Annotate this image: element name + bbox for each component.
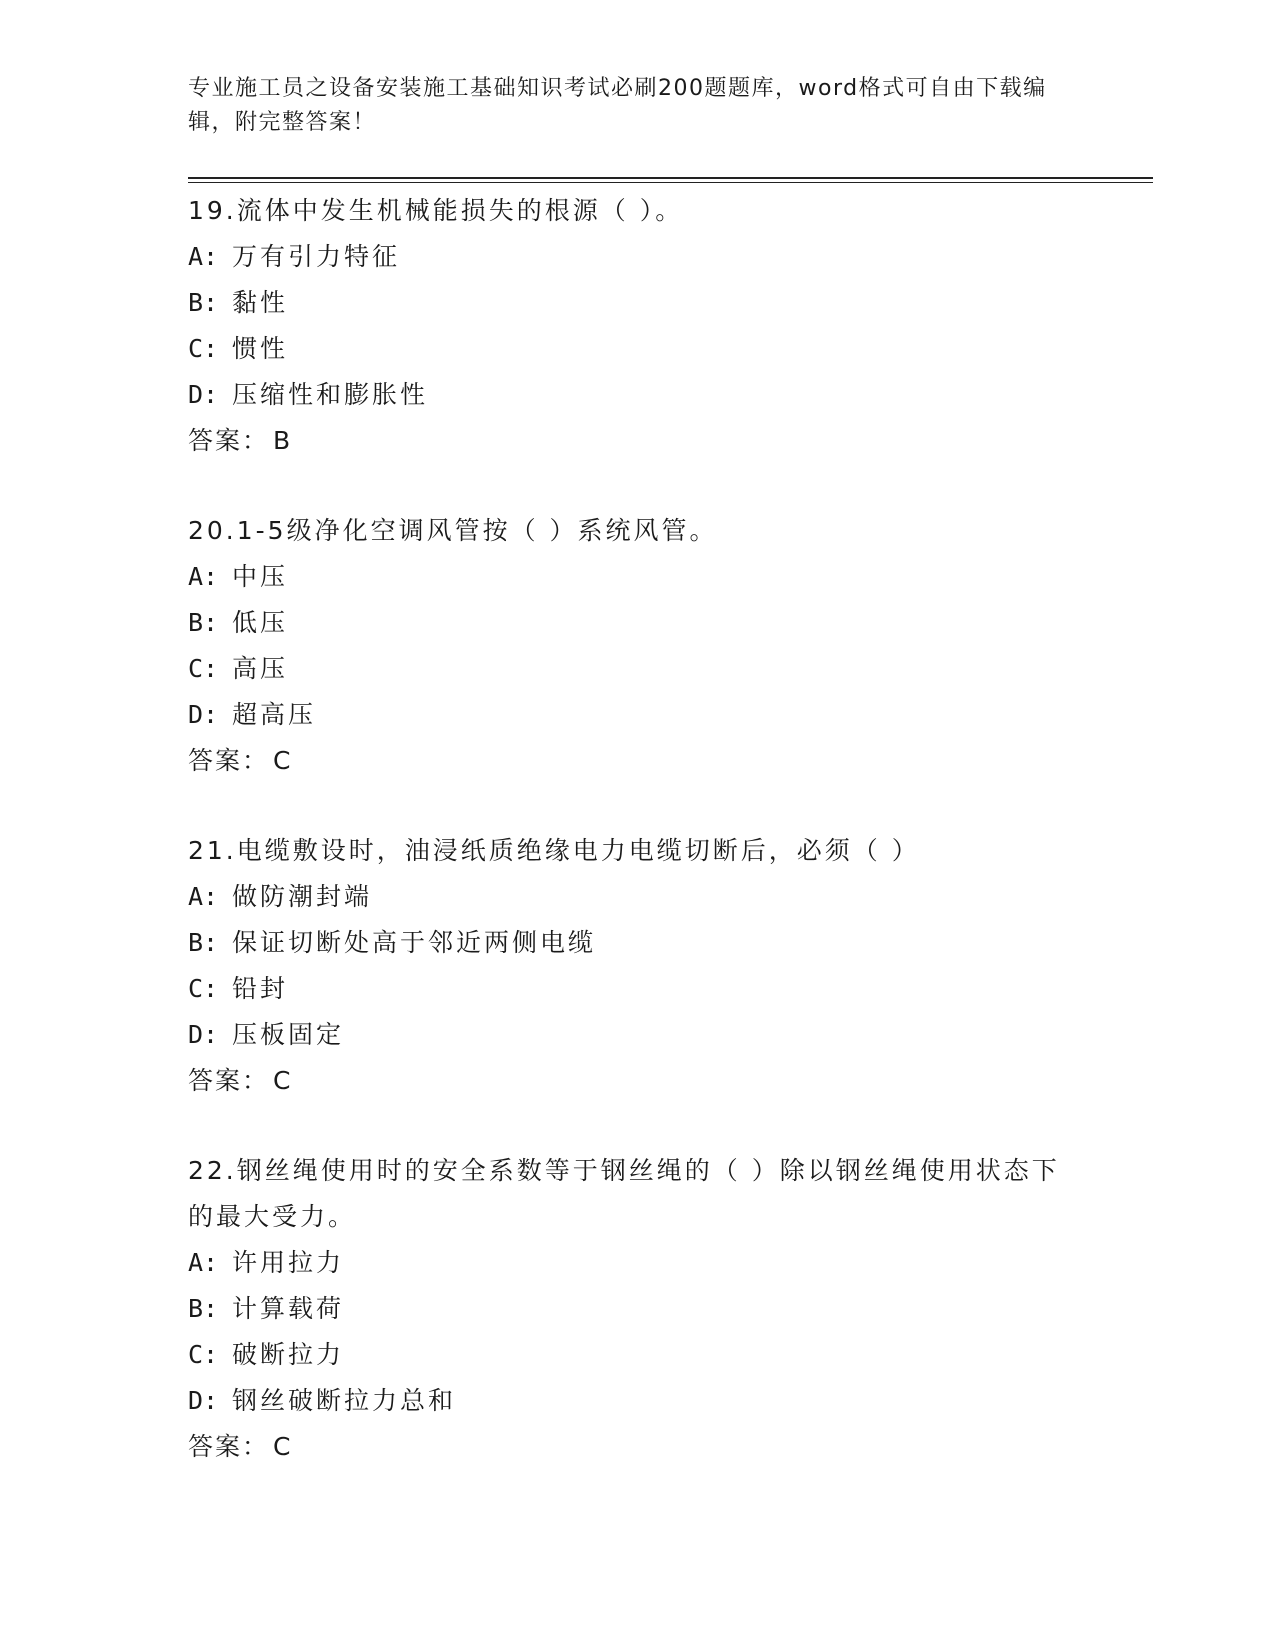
option-key: D: bbox=[188, 1020, 219, 1049]
option-text: 惯性 bbox=[232, 334, 289, 363]
option-b bbox=[188, 1286, 1088, 1332]
question-22 bbox=[188, 1148, 1088, 1470]
option-b bbox=[188, 920, 1088, 966]
option-text: 破断拉力 bbox=[232, 1340, 345, 1369]
option-key: A: bbox=[188, 1248, 219, 1277]
answer-label: 答案： bbox=[188, 1066, 270, 1095]
option-c bbox=[188, 966, 1088, 1012]
question-list bbox=[188, 188, 1088, 1514]
option-text: 万有引力特征 bbox=[232, 242, 401, 271]
option-b bbox=[188, 600, 1088, 646]
option-d bbox=[188, 1378, 1088, 1424]
option-text: 中压 bbox=[232, 562, 289, 591]
option-text: 铅封 bbox=[232, 974, 289, 1003]
question-text: 22.钢丝绳使用时的安全系数等于钢丝绳的（ ）除以钢丝绳使用状态下的最大受力。 bbox=[188, 1156, 1060, 1231]
option-key: A: bbox=[188, 882, 219, 911]
option-text: 钢丝破断拉力总和 bbox=[232, 1386, 457, 1415]
answer-line bbox=[188, 418, 1088, 464]
answer-label: 答案： bbox=[188, 746, 270, 775]
answer-line bbox=[188, 1424, 1088, 1470]
header-divider-thick bbox=[188, 177, 1153, 179]
document-header bbox=[188, 72, 1088, 140]
option-b bbox=[188, 280, 1088, 326]
option-text: 许用拉力 bbox=[232, 1248, 345, 1277]
answer-value: C bbox=[273, 1432, 293, 1461]
option-text: 做防潮封端 bbox=[232, 882, 373, 911]
option-text: 保证切断处高于邻近两侧电缆 bbox=[232, 928, 597, 957]
option-text: 超高压 bbox=[232, 700, 317, 729]
question-text: 21.电缆敷设时，油浸纸质绝缘电力电缆切断后，必须（ ） bbox=[188, 836, 920, 865]
answer-label: 答案： bbox=[188, 426, 270, 455]
question-20 bbox=[188, 508, 1088, 784]
option-a bbox=[188, 554, 1088, 600]
question-text: 19.流体中发生机械能损失的根源（ ）。 bbox=[188, 196, 684, 225]
question-19 bbox=[188, 188, 1088, 464]
question-21 bbox=[188, 828, 1088, 1104]
option-key: B: bbox=[188, 1294, 219, 1323]
option-key: C: bbox=[188, 334, 219, 363]
option-key: C: bbox=[188, 974, 219, 1003]
option-c bbox=[188, 646, 1088, 692]
answer-line bbox=[188, 738, 1088, 784]
option-key: B: bbox=[188, 608, 219, 637]
option-key: A: bbox=[188, 562, 219, 591]
header-divider-thin bbox=[188, 182, 1153, 183]
answer-value: C bbox=[273, 1066, 293, 1095]
option-d bbox=[188, 372, 1088, 418]
option-c bbox=[188, 326, 1088, 372]
option-text: 压板固定 bbox=[232, 1020, 345, 1049]
option-d bbox=[188, 1012, 1088, 1058]
option-key: A: bbox=[188, 242, 219, 271]
answer-label: 答案： bbox=[188, 1432, 270, 1461]
option-text: 压缩性和膨胀性 bbox=[232, 380, 429, 409]
option-key: B: bbox=[188, 288, 219, 317]
option-key: D: bbox=[188, 700, 219, 729]
option-key: C: bbox=[188, 1340, 219, 1369]
option-key: C: bbox=[188, 654, 219, 683]
answer-value: C bbox=[273, 746, 293, 775]
option-text: 黏性 bbox=[232, 288, 289, 317]
option-key: B: bbox=[188, 928, 219, 957]
option-a bbox=[188, 234, 1088, 280]
option-text: 计算载荷 bbox=[232, 1294, 345, 1323]
option-text: 高压 bbox=[232, 654, 289, 683]
answer-line bbox=[188, 1058, 1088, 1104]
option-c bbox=[188, 1332, 1088, 1378]
option-a bbox=[188, 1240, 1088, 1286]
option-text: 低压 bbox=[232, 608, 289, 637]
option-key: D: bbox=[188, 1386, 219, 1415]
document-title: 专业施工员之设备安装施工基础知识考试必刷200题题库，word格式可自由下载编辑，附完整答案！ bbox=[188, 76, 1047, 135]
answer-value: B bbox=[273, 426, 293, 455]
option-key: D: bbox=[188, 380, 219, 409]
question-text: 20.1-5级净化空调风管按（ ）系统风管。 bbox=[188, 516, 718, 545]
option-a bbox=[188, 874, 1088, 920]
option-d bbox=[188, 692, 1088, 738]
